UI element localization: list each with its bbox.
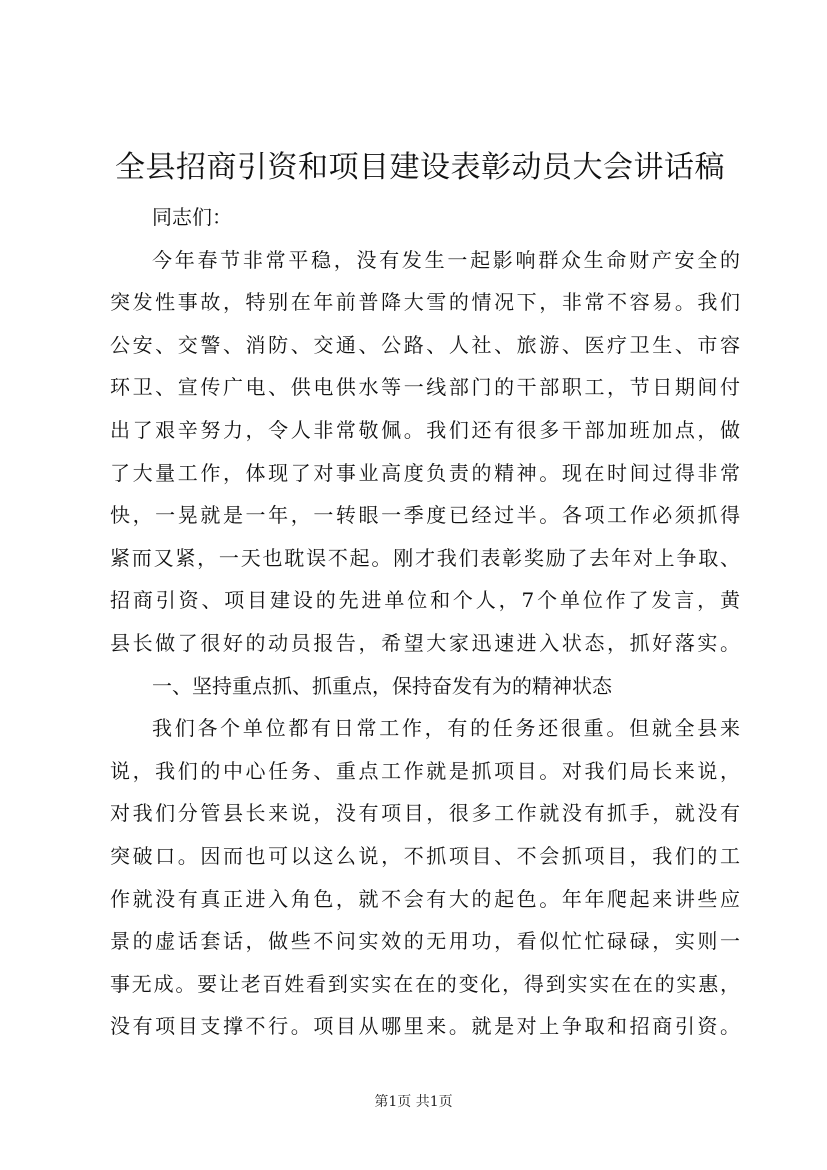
paragraph-line: 事无成。要让老百姓看到实实在在的变化，得到实实在在的实惠， (110, 971, 740, 996)
paragraph-line: 我们各个单位都有日常工作，有的任务还很重。但就全县来 (152, 716, 740, 741)
document-title: 全县招商引资和项目建设表彰动员大会讲话稿 (115, 150, 725, 185)
paragraph-line: 突破口。因而也可以这么说，不抓项目、不会抓项目，我们的工 (110, 843, 740, 868)
paragraph-line: 出了艰辛努力，令人非常敬佩。我们还有很多干部加班加点，做 (110, 417, 740, 442)
paragraph-line: 快，一晃就是一年，一转眼一季度已经过半。各项工作必须抓得 (110, 503, 740, 528)
paragraph-line: 县长做了很好的动员报告，希望大家迅速进入状态，抓好落实。 (110, 630, 740, 655)
paragraph-line: 作就没有真正进入角色，就不会有大的起色。年年爬起来讲些应 (110, 886, 740, 911)
paragraph-line: 今年春节非常平稳，没有发生一起影响群众生命财产安全的 (152, 247, 740, 272)
section-heading: 一、坚持重点抓、抓重点，保持奋发有为的精神状态 (152, 673, 612, 698)
paragraph-line: 没有项目支撑不行。项目从哪里来。就是对上争取和招商引资。 (110, 1014, 740, 1039)
page-footer: 第1页 共1页 (374, 1094, 453, 1110)
paragraph-line: 环卫、宣传广电、供电供水等一线部门的干部职工，节日期间付 (110, 375, 740, 400)
paragraph-line: 紧而又紧，一天也耽误不起。刚才我们表彰奖励了去年对上争取、 (110, 545, 740, 570)
paragraph-line: 对我们分管县长来说，没有项目，很多工作就没有抓手，就没有 (110, 801, 740, 826)
paragraph-line: 说，我们的中心任务、重点工作就是抓项目。对我们局长来说， (110, 758, 740, 783)
paragraph-line: 公安、交警、消防、交通、公路、人社、旅游、医疗卫生、市容 (110, 332, 740, 357)
paragraph-line: 突发性事故，特别在年前普降大雪的情况下，非常不容易。我们 (110, 290, 740, 315)
paragraph-line: 招商引资、项目建设的先进单位和个人，7个单位作了发言，黄 (110, 588, 740, 613)
paragraph-line: 了大量工作，体现了对事业高度负责的精神。现在时间过得非常 (110, 460, 740, 485)
document-body (110, 196, 740, 1048)
paragraph-line: 景的虚话套话，做些不问实效的无用功，看似忙忙碌碌，实则一 (110, 929, 740, 954)
salutation-line: 同志们： (152, 205, 232, 229)
